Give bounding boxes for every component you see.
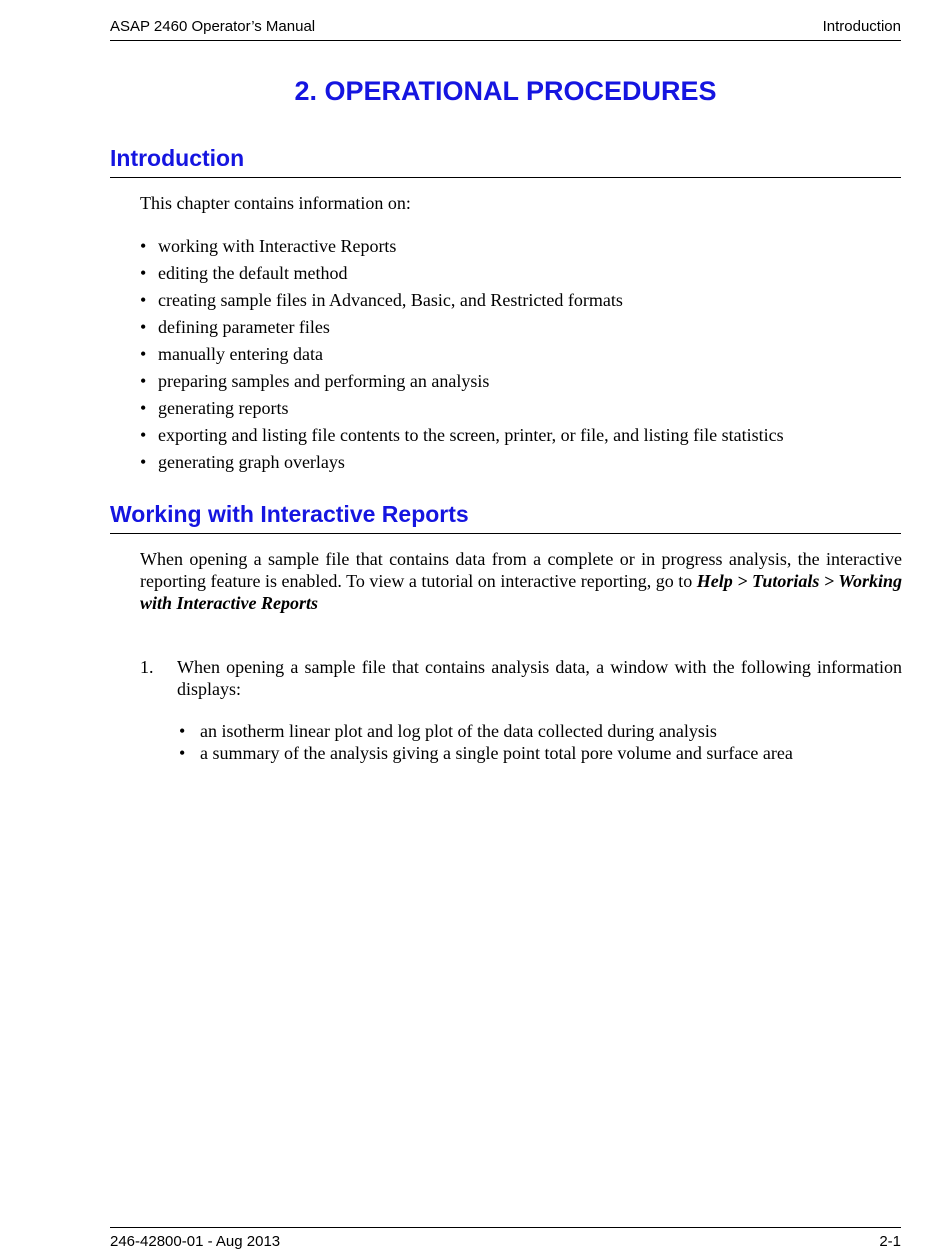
intro-bullet-list: [140, 233, 902, 476]
interactive-reports-paragraph: [140, 548, 902, 614]
intro-lead-text: This chapter contains information on:: [140, 193, 411, 213]
page-header: [110, 17, 901, 41]
step-number: 1.: [140, 657, 154, 677]
page-number: 2-1: [879, 1233, 901, 1250]
list-item: • a summary of the analysis giving a single point total pore volume and surface area: [177, 742, 901, 764]
list-item: • an isotherm linear plot and log plot of the data collected during analysis: [177, 720, 901, 742]
document-number: 246-42800-01 - Aug 2013: [110, 1233, 281, 1250]
step-text: When opening a sample file that contains analysis data, a window with the following information displays:: [177, 657, 902, 699]
section-heading-introduction: Introduction: [110, 143, 901, 178]
manual-title: ASAP 2460 Operator’s Manual: [110, 18, 316, 35]
list-item: • exporting and listing file contents to the screen, printer, or file, and listing file statistics: [140, 422, 902, 449]
chapter-title: 2. OPERATIONAL PROCEDURES: [294, 76, 717, 106]
list-item: • manually entering data: [140, 341, 902, 368]
list-item: • generating reports: [140, 395, 902, 422]
list-item: • generating graph overlays: [140, 449, 902, 476]
list-item: • working with Interactive Reports: [140, 233, 902, 260]
numbered-step: [140, 656, 902, 700]
list-item: • creating sample files in Advanced, Basic, and Restricted formats: [140, 287, 902, 314]
header-section-name: Introduction: [822, 18, 901, 35]
list-item: • preparing samples and performing an analysis: [140, 368, 902, 395]
page-footer: [110, 1227, 901, 1254]
tutorial-menu-path: Help > Tutorials > Working with Interactive Reports: [140, 571, 902, 613]
list-item: • editing the default method: [140, 260, 902, 287]
list-item: • defining parameter files: [140, 314, 902, 341]
section-heading-interactive-reports: Working with Interactive Reports: [110, 499, 901, 534]
step-bullet-list: [177, 720, 901, 764]
paragraph-text: When opening a sample file that contains data from a complete or in progress analysis, the interactive reporting feature is enabled. To view a tutorial on interactive reporting, go to: [140, 549, 902, 591]
